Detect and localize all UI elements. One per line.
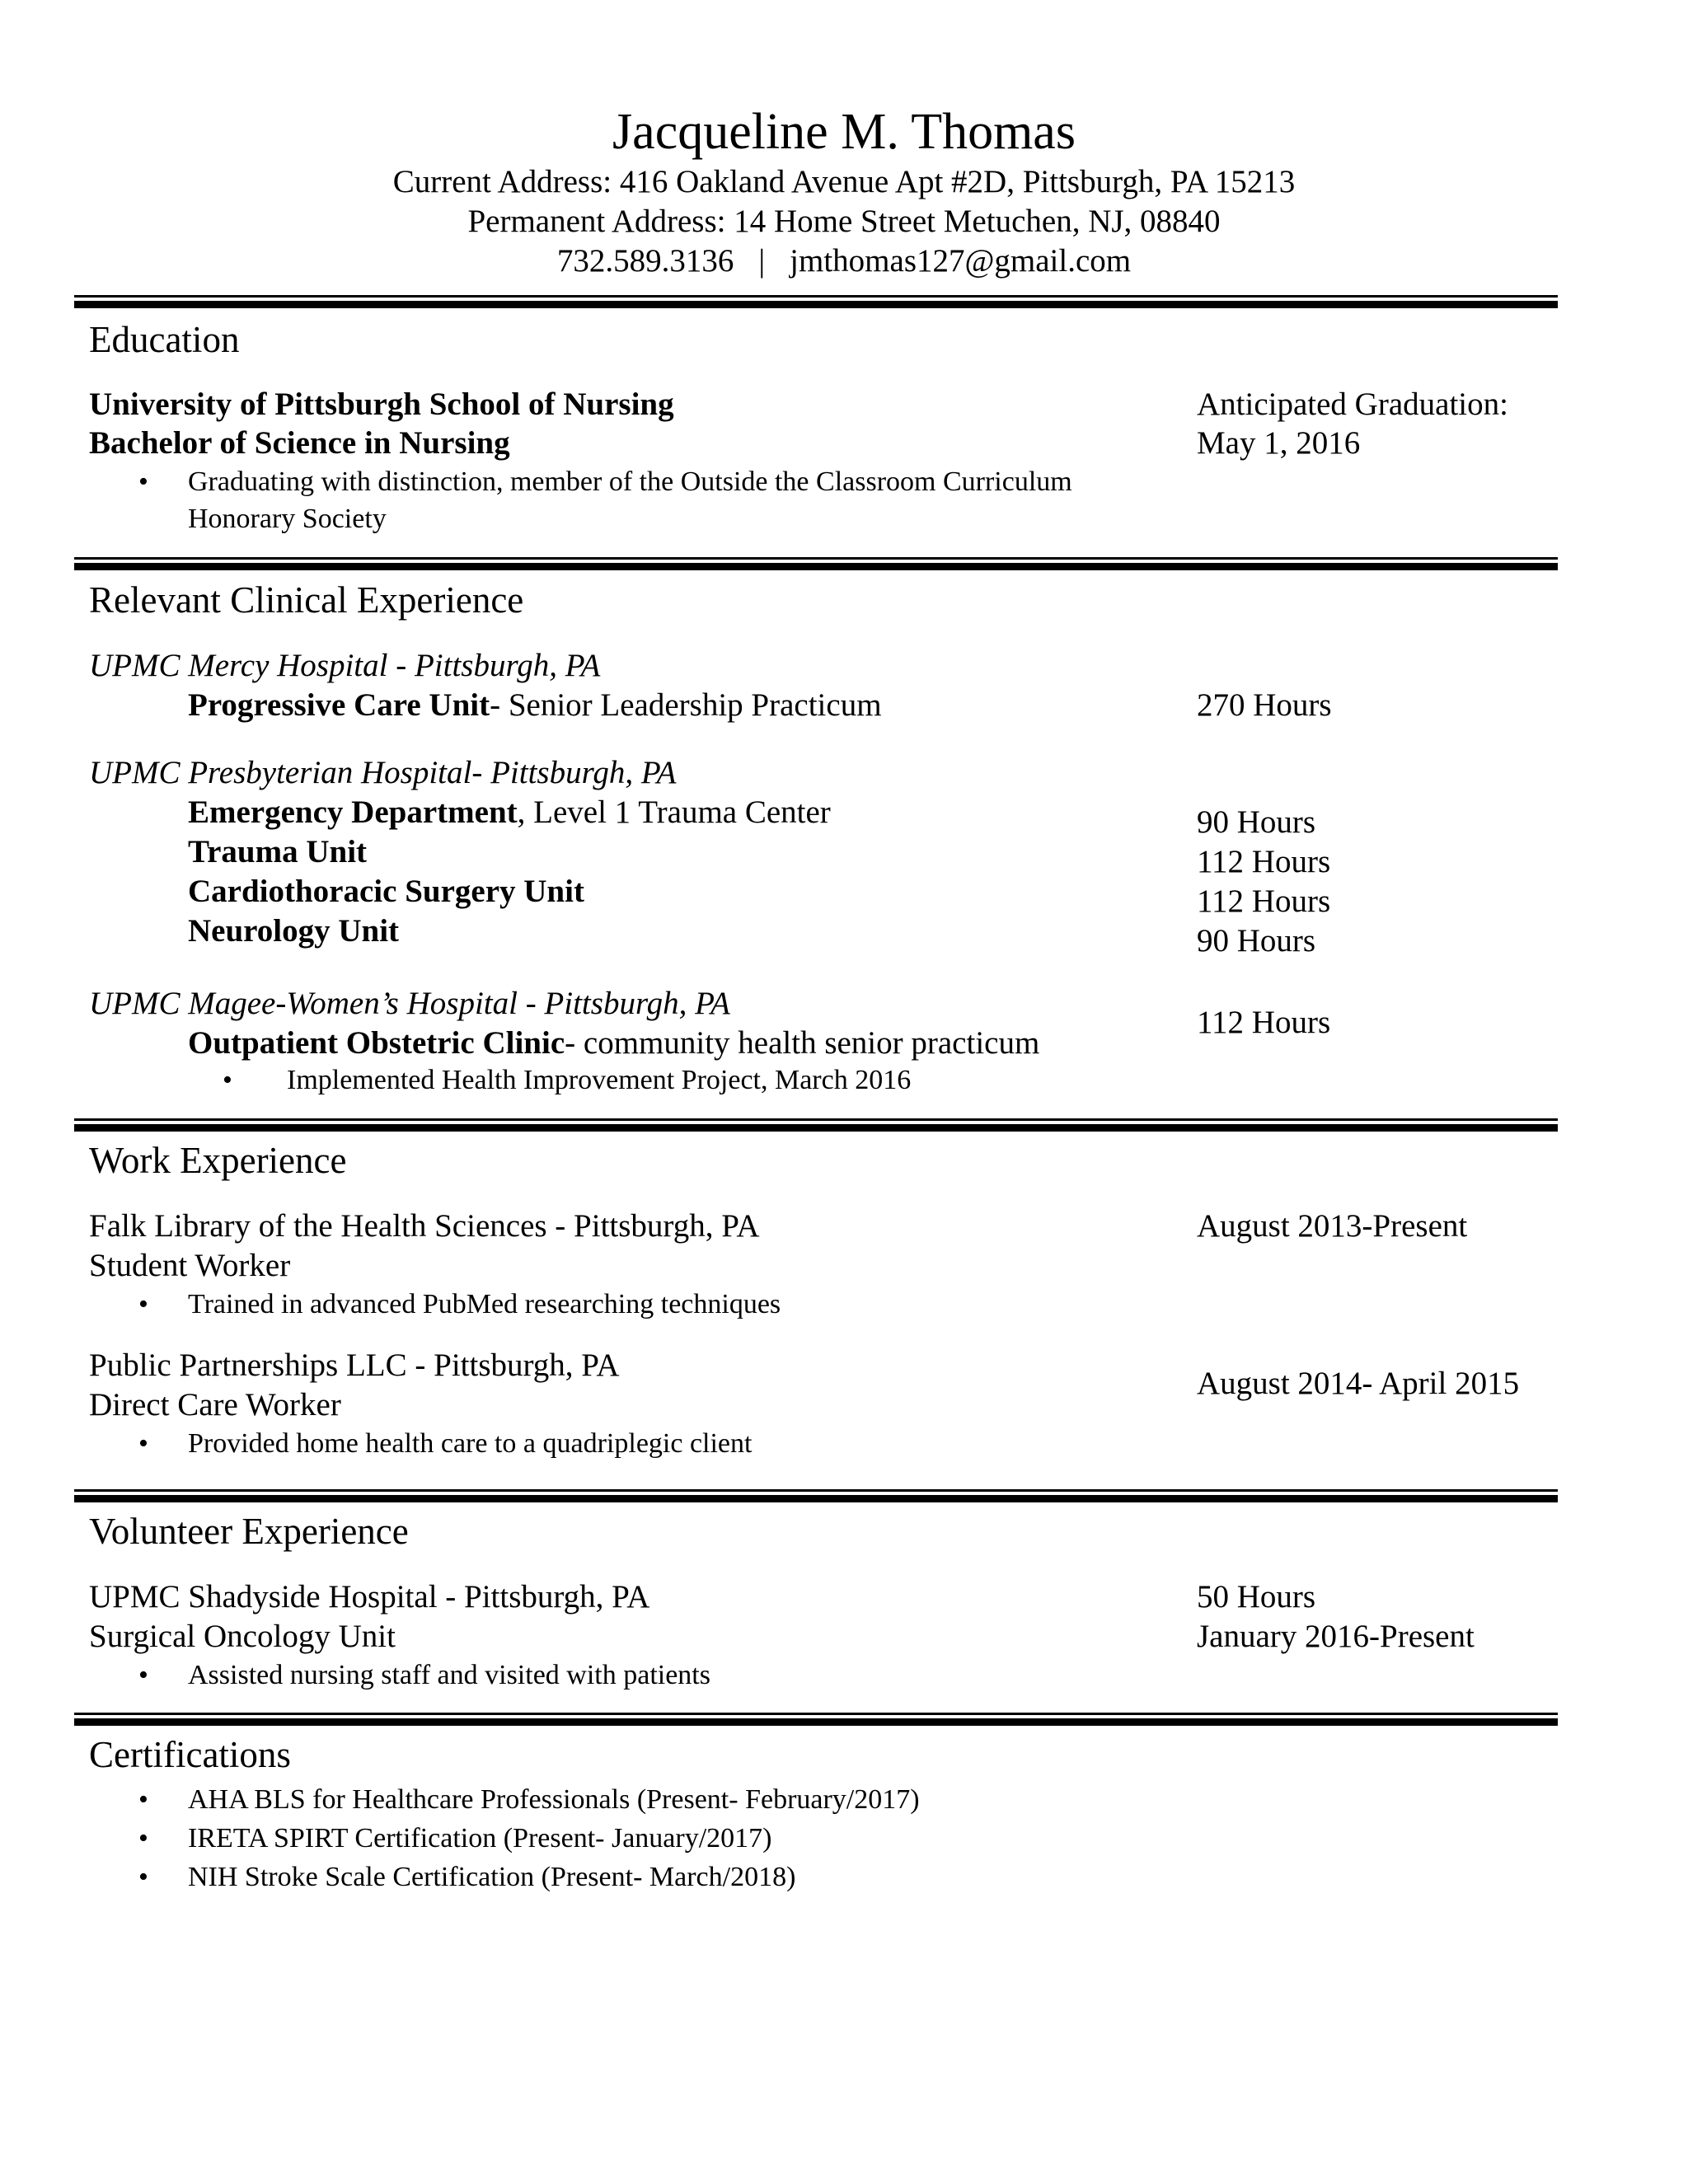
work-heading: Work Experience <box>89 1140 347 1181</box>
clinical-hours-mercy: 270 Hours <box>1197 687 1332 723</box>
unit-detail: - community health senior practicum <box>565 1025 1040 1061</box>
section-divider <box>74 1489 1558 1502</box>
work-dates-1: August 2013-Present <box>1197 1208 1468 1244</box>
unit-name: Outpatient Obstetric Clinic <box>188 1025 565 1061</box>
permanent-address: Permanent Address: 14 Home Street Metuchen, NJ, 08840 <box>467 204 1221 239</box>
certification-item: NIH Stroke Scale Certification (Present- March/2018) <box>188 1862 796 1892</box>
clinical-site-magee: UPMC Magee-Women’s Hospital - Pittsburgh, PA <box>89 986 730 1021</box>
volunteer-role: Surgical Oncology Unit <box>89 1619 396 1654</box>
work-bullet-1: Trained in advanced PubMed researching techniques <box>188 1289 781 1319</box>
clinical-unit-emergency <box>188 794 831 831</box>
education-degree: Bachelor of Science in Nursing <box>89 425 510 461</box>
work-role-1: Student Worker <box>89 1248 291 1283</box>
clinical-heading: Relevant Clinical Experience <box>89 579 524 621</box>
unit-name: Progressive Care Unit <box>188 687 490 723</box>
volunteer-org: UPMC Shadyside Hospital - Pittsburgh, PA <box>89 1579 650 1615</box>
clinical-site-presby: UPMC Presbyterian Hospital- Pittsburgh, PA <box>89 755 677 790</box>
clinical-unit-trauma: Trauma Unit <box>188 834 368 869</box>
education-heading: Education <box>89 319 240 360</box>
contact-separator: | <box>758 243 766 279</box>
education-bullet-line2: Honorary Society <box>188 504 387 534</box>
volunteer-heading: Volunteer Experience <box>89 1511 409 1552</box>
clinical-hours-trauma: 112 Hours <box>1197 844 1331 879</box>
section-divider <box>74 1713 1558 1726</box>
unit-detail: , Level 1 Trauma Center <box>517 794 831 830</box>
certification-item: IRETA SPIRT Certification (Present- January/2017) <box>188 1823 772 1854</box>
clinical-hours-neurology: 90 Hours <box>1197 923 1316 958</box>
certification-item: AHA BLS for Healthcare Professionals (Present- February/2017) <box>188 1784 920 1815</box>
work-org-2: Public Partnerships LLC - Pittsburgh, PA <box>89 1347 620 1383</box>
section-divider <box>74 557 1558 570</box>
section-divider <box>74 1118 1558 1132</box>
section-divider <box>74 295 1558 308</box>
clinical-hours-cardiothoracic: 112 Hours <box>1197 883 1331 919</box>
education-date: May 1, 2016 <box>1197 425 1361 461</box>
work-bullet-2: Provided home health care to a quadriplegic client <box>188 1428 753 1459</box>
certifications-heading: Certifications <box>89 1734 291 1775</box>
clinical-magee-bullet: Implemented Health Improvement Project, March 2016 <box>287 1065 912 1095</box>
bullet-dot: • <box>138 1289 148 1319</box>
clinical-site-mercy: UPMC Mercy Hospital - Pittsburgh, PA <box>89 648 601 683</box>
clinical-unit-mercy <box>188 687 882 724</box>
contact-line <box>0 242 1688 279</box>
bullet-dot: • <box>138 1784 148 1815</box>
clinical-unit-cardiothoracic: Cardiothoracic Surgery Unit <box>188 874 584 909</box>
clinical-hours-emergency: 90 Hours <box>1197 804 1316 840</box>
bullet-dot: • <box>138 1823 148 1854</box>
volunteer-bullet: Assisted nursing staff and visited with patients <box>188 1660 710 1690</box>
unit-name: Emergency Department <box>188 794 518 830</box>
work-role-2: Direct Care Worker <box>89 1387 341 1422</box>
phone-number: 732.589.3136 <box>556 243 734 279</box>
education-school: University of Pittsburgh School of Nursing <box>89 387 674 422</box>
resume-name: Jacqueline M. Thomas <box>612 104 1076 160</box>
bullet-dot: • <box>138 1862 148 1892</box>
education-date-label: Anticipated Graduation: <box>1197 387 1508 422</box>
clinical-unit-neurology: Neurology Unit <box>188 913 400 949</box>
bullet-dot: • <box>223 1065 232 1095</box>
work-org-1: Falk Library of the Health Sciences - Pittsburgh, PA <box>89 1208 760 1244</box>
unit-detail: - Senior Leadership Practicum <box>490 687 882 723</box>
clinical-unit-magee <box>188 1024 1039 1062</box>
bullet-dot: • <box>138 1428 148 1459</box>
email-address: jmthomas127@gmail.com <box>790 243 1132 279</box>
current-address: Current Address: 416 Oakland Avenue Apt #2D, Pittsburgh, PA 15213 <box>392 164 1296 199</box>
bullet-dot: • <box>138 1660 148 1690</box>
work-dates-2: August 2014- April 2015 <box>1197 1366 1520 1401</box>
clinical-hours-magee: 112 Hours <box>1197 1005 1331 1040</box>
volunteer-dates: January 2016-Present <box>1197 1619 1475 1654</box>
education-bullet-line1: Graduating with distinction, member of the Outside the Classroom Curriculum <box>188 466 1072 497</box>
volunteer-hours: 50 Hours <box>1197 1579 1316 1615</box>
bullet-dot: • <box>138 466 148 497</box>
